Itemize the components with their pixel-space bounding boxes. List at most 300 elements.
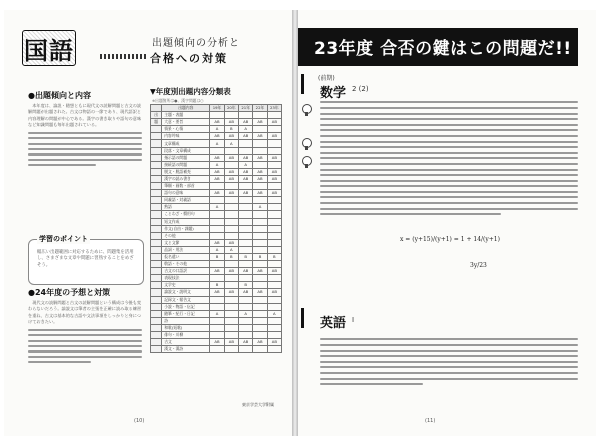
table-cell-value <box>239 197 253 204</box>
table-cell-value <box>239 332 253 339</box>
table-cell-value <box>253 310 267 317</box>
table-cell-value <box>267 112 281 119</box>
table-cell-value <box>267 126 281 133</box>
table-row <box>151 168 282 175</box>
table-cell-value: B <box>224 253 238 260</box>
table-cell-value <box>210 303 224 310</box>
table-cell-value <box>267 140 281 147</box>
table-cell-value <box>210 218 224 225</box>
table-cell-value: A <box>239 310 253 317</box>
table-cell-value: B <box>210 253 224 260</box>
table-row <box>151 275 282 282</box>
table-row <box>151 253 282 260</box>
table-cell-value <box>253 282 267 289</box>
table-cell-value <box>267 246 281 253</box>
table-cell-category <box>151 218 162 225</box>
table-cell-value <box>253 246 267 253</box>
table-row <box>151 126 282 133</box>
table-cell-value: A <box>210 140 224 147</box>
table-cell-value <box>267 275 281 282</box>
table-cell-value <box>267 261 281 268</box>
table-cell-value: AB <box>267 339 281 346</box>
table-cell-value: AB <box>224 154 238 161</box>
table-row <box>151 197 282 204</box>
study-point-text: 幅広い出題範囲に対応するために、問題集を活用し、さまざまな文章や問題に習熟することをめざそう。 <box>37 250 134 268</box>
table-cell-category: 題 <box>151 119 162 126</box>
table-cell-value <box>239 303 253 310</box>
table-cell-value <box>253 183 267 190</box>
table-cell-category <box>151 204 162 211</box>
table-cell-item: 主題・表題 <box>162 112 210 119</box>
table-row <box>151 204 282 211</box>
table-cell-value: AB <box>239 268 253 275</box>
table-cell-item: 指示語の問題 <box>162 154 210 161</box>
table-cell-value: A <box>224 246 238 253</box>
table-cell-category <box>151 232 162 239</box>
forecast-paragraph: 現代文の読解問題と古文の読解問題という構成は今後も変わらないだろう。論説文は筆者の主張を正確に読み取る練習を重ね、古文は基本的な古語や文法事項をしっかりと身につけておきたい。 <box>28 300 142 325</box>
table-cell-value <box>253 296 267 303</box>
table-row <box>151 239 282 246</box>
table-cell-value: AB <box>267 119 281 126</box>
source-label: 東京学芸大学附属 <box>242 402 274 407</box>
subject-label: 国語 <box>24 35 74 65</box>
table-cell-value <box>267 161 281 168</box>
table-cell-category <box>151 239 162 246</box>
table-cell-category <box>151 225 162 232</box>
table-cell-value <box>267 183 281 190</box>
table-cell-item: 語句の意味 <box>162 190 210 197</box>
table-row <box>151 261 282 268</box>
table-cell-value: AB <box>224 239 238 246</box>
table-cell-value: B <box>210 282 224 289</box>
table-cell-value <box>210 296 224 303</box>
table-cell-item: 古文の口語訳 <box>162 268 210 275</box>
table-cell-value: AB <box>210 119 224 126</box>
table-cell-value <box>210 183 224 190</box>
table-cell-item: 表現技法 <box>162 275 210 282</box>
table-cell-value: AB <box>224 168 238 175</box>
table-cell-value <box>224 332 238 339</box>
table-cell-value <box>239 112 253 119</box>
table-cell-value <box>267 317 281 324</box>
table-row <box>151 183 282 190</box>
table-cell-category <box>151 126 162 133</box>
table-cell-value: AB <box>210 289 224 296</box>
table-cell-item: 大意・要旨 <box>162 119 210 126</box>
table-cell-value <box>267 303 281 310</box>
table-cell-item: 段落・文章構成 <box>162 147 210 154</box>
table-cell-value: AB <box>267 190 281 197</box>
table-row <box>151 232 282 239</box>
table-cell-value: AB <box>253 175 267 182</box>
table-cell-value <box>253 346 267 353</box>
table-cell-value: AB <box>210 175 224 182</box>
table-cell-item: 古文 <box>162 339 210 346</box>
table-cell-value <box>224 232 238 239</box>
table-cell-item: 情景・心情 <box>162 126 210 133</box>
english-label: 英語 <box>320 316 347 331</box>
table-cell-value: B <box>267 253 281 260</box>
table-cell-value <box>210 225 224 232</box>
table-cell-item: 漢文・漢詩 <box>162 346 210 353</box>
table-row <box>151 303 282 310</box>
table-cell-value <box>239 324 253 331</box>
table-cell-value: AB <box>239 168 253 175</box>
table-header-content: 出題内容 <box>162 105 210 112</box>
table-cell-value <box>224 324 238 331</box>
table-header-year: 19年 <box>210 105 224 112</box>
banner-title: 23年度 合否の鍵はこの問題だ!! <box>314 39 572 59</box>
table-cell-value <box>239 239 253 246</box>
table-cell-value <box>224 282 238 289</box>
table-cell-value: AB <box>253 119 267 126</box>
study-point-title: 学習のポイント <box>39 235 88 243</box>
table-cell-category <box>151 324 162 331</box>
table-row <box>151 246 282 253</box>
key-icon <box>302 138 312 148</box>
table-cell-value <box>210 112 224 119</box>
table-cell-item: 文学史 <box>162 282 210 289</box>
english-question-number: I <box>352 316 355 324</box>
table-header-year: 21年 <box>239 105 253 112</box>
table-cell-value: AB <box>267 175 281 182</box>
table-cell-item: 仮名遣い <box>162 253 210 260</box>
table-cell-category <box>151 275 162 282</box>
subject-badge <box>22 30 76 66</box>
table-row <box>151 339 282 346</box>
table-cell-value: AB <box>239 175 253 182</box>
table-cell-value <box>224 296 238 303</box>
table-cell-value <box>224 197 238 204</box>
table-cell-value: AB <box>239 119 253 126</box>
table-cell-item: その他 <box>162 232 210 239</box>
table-cell-value <box>253 161 267 168</box>
table-cell-value <box>239 296 253 303</box>
table-cell-value <box>239 261 253 268</box>
table-cell-value: AB <box>267 168 281 175</box>
heading-dots <box>100 54 146 59</box>
exam-content-table <box>150 104 282 353</box>
table-cell-item: 文と文節 <box>162 239 210 246</box>
table-cell-value: B <box>224 126 238 133</box>
table-cell-category <box>151 133 162 140</box>
study-point-box <box>28 235 144 285</box>
table-cell-value: AB <box>224 339 238 346</box>
table-cell-value <box>253 324 267 331</box>
math-question-number: 2 (2) <box>352 85 369 93</box>
english-explanation <box>320 335 578 389</box>
table-cell-value <box>267 211 281 218</box>
banner <box>298 28 578 66</box>
table-cell-value <box>224 211 238 218</box>
table-cell-value <box>253 225 267 232</box>
table-cell-item: 接続語の問題 <box>162 161 210 168</box>
table-cell-category <box>151 197 162 204</box>
section-body-trend <box>28 103 142 228</box>
table-cell-value: A <box>239 161 253 168</box>
table-cell-category <box>151 175 162 182</box>
table-cell-item: 随筆・紀行・日記 <box>162 310 210 317</box>
table-row <box>151 154 282 161</box>
bulb-icon <box>302 104 312 114</box>
table-cell-item: 短文作成 <box>162 218 210 225</box>
table-cell-category <box>151 261 162 268</box>
table-cell-category <box>151 296 162 303</box>
table-cell-value <box>253 261 267 268</box>
table-cell-category <box>151 346 162 353</box>
table-row <box>151 147 282 154</box>
table-cell-value: AB <box>210 339 224 346</box>
table-cell-value <box>224 112 238 119</box>
table-cell-value <box>210 324 224 331</box>
table-note: ※出題箇所は●、漢字問題は○ <box>152 98 204 103</box>
table-cell-value <box>267 324 281 331</box>
key-icon <box>302 156 312 166</box>
table-cell-value: AB <box>253 268 267 275</box>
table-cell-item: 熟語 <box>162 204 210 211</box>
table-cell-category <box>151 339 162 346</box>
table-cell-value: AB <box>253 133 267 140</box>
formula-main: x = (y+15)/(y+1) = 1 + 14/(y+1) <box>400 236 500 243</box>
table-cell-value: AB <box>210 168 224 175</box>
table-cell-value: AB <box>224 190 238 197</box>
heading-bottom: 合格への対策 <box>150 52 228 65</box>
table-cell-value: AB <box>224 119 238 126</box>
table-cell-value: AB <box>253 339 267 346</box>
heading-top: 出題傾向の分析と <box>152 38 240 49</box>
table-row <box>151 310 282 317</box>
table-cell-value: B <box>239 282 253 289</box>
table-cell-category <box>151 282 162 289</box>
table-row <box>151 190 282 197</box>
table-row <box>151 119 282 126</box>
table-cell-value <box>224 183 238 190</box>
table-cell-value <box>253 211 267 218</box>
table-cell-value <box>253 303 267 310</box>
table-cell-category <box>151 140 162 147</box>
table-row <box>151 346 282 353</box>
table-cell-value <box>267 332 281 339</box>
table-header-year: 22年 <box>253 105 267 112</box>
table-cell-value <box>253 112 267 119</box>
table-cell-value <box>239 140 253 147</box>
table-row <box>151 112 282 119</box>
table-cell-value <box>267 218 281 225</box>
table-cell-category <box>151 183 162 190</box>
table-cell-value <box>267 197 281 204</box>
table-row <box>151 268 282 275</box>
table-row <box>151 133 282 140</box>
table-cell-category <box>151 289 162 296</box>
table-cell-value: AB <box>253 168 267 175</box>
table-row <box>151 175 282 182</box>
table-cell-value: AB <box>239 190 253 197</box>
table-cell-value: A <box>239 126 253 133</box>
table-cell-value: A <box>253 204 267 211</box>
table-cell-item: 脱文・脱語補充 <box>162 168 210 175</box>
table-cell-value <box>253 239 267 246</box>
table-cell-value: AB <box>253 154 267 161</box>
table-cell-item: 論説文・説明文 <box>162 289 210 296</box>
table-cell-value <box>239 147 253 154</box>
table-cell-value: AB <box>224 268 238 275</box>
table-cell-category <box>151 161 162 168</box>
table-cell-value <box>267 296 281 303</box>
section-title-trend: ●出題傾向と内容 <box>28 91 91 100</box>
table-row <box>151 317 282 324</box>
table-cell-value <box>210 346 224 353</box>
table-cell-value <box>239 317 253 324</box>
math-label: 数学 <box>320 86 347 101</box>
table-cell-value <box>239 211 253 218</box>
table-cell-value <box>224 218 238 225</box>
table-row <box>151 211 282 218</box>
table-cell-value: AB <box>267 289 281 296</box>
table-row <box>151 289 282 296</box>
table-cell-value <box>253 147 267 154</box>
sub-note: (前期) <box>318 75 335 82</box>
table-header-category <box>151 105 162 112</box>
table-cell-value <box>239 246 253 253</box>
table-cell-value <box>267 147 281 154</box>
table-row <box>151 225 282 232</box>
table-cell-value: A <box>210 310 224 317</box>
table-header-year: 20年 <box>224 105 238 112</box>
table-row <box>151 324 282 331</box>
table-title: ▼年度別出題内容分類表 <box>150 87 231 96</box>
table-cell-value <box>210 147 224 154</box>
table-cell-item: 漢字の読み書き <box>162 175 210 182</box>
table-cell-value: AB <box>239 289 253 296</box>
table-cell-category <box>151 168 162 175</box>
table-cell-value: AB <box>253 289 267 296</box>
table-cell-item: 小説・物語・伝記 <box>162 303 210 310</box>
table-cell-item: 記録文・報告文 <box>162 296 210 303</box>
table-cell-value: AB <box>210 239 224 246</box>
table-cell-value <box>224 346 238 353</box>
table-cell-value: A <box>267 310 281 317</box>
table-cell-value <box>267 239 281 246</box>
table-cell-category <box>151 268 162 275</box>
table-cell-category <box>151 310 162 317</box>
table-cell-category <box>151 190 162 197</box>
table-cell-item: 敬語・その他 <box>162 261 210 268</box>
table-cell-value <box>239 225 253 232</box>
table-cell-value: AB <box>210 154 224 161</box>
table-cell-value <box>253 232 267 239</box>
table-cell-category <box>151 246 162 253</box>
table-cell-value: AB <box>267 133 281 140</box>
table-cell-value <box>239 346 253 353</box>
table-row <box>151 282 282 289</box>
table-row <box>151 332 282 339</box>
table-cell-value: B <box>239 253 253 260</box>
table-cell-value: A <box>224 140 238 147</box>
table-cell-value <box>210 211 224 218</box>
table-cell-value <box>210 261 224 268</box>
table-row <box>151 218 282 225</box>
table-cell-value <box>224 225 238 232</box>
table-cell-value: AB <box>267 154 281 161</box>
table-cell-category: 出 <box>151 112 162 119</box>
table-cell-value <box>239 218 253 225</box>
table-cell-value: AB <box>267 268 281 275</box>
table-cell-value: AB <box>224 175 238 182</box>
table-cell-value <box>253 317 267 324</box>
table-cell-category <box>151 253 162 260</box>
table-cell-value <box>224 303 238 310</box>
table-cell-value: AB <box>224 133 238 140</box>
table-cell-value <box>267 282 281 289</box>
table-cell-item: 作文(自由・課題) <box>162 225 210 232</box>
table-cell-value: AB <box>239 133 253 140</box>
table-cell-value: AB <box>239 339 253 346</box>
table-cell-value <box>253 275 267 282</box>
table-cell-value <box>210 232 224 239</box>
table-header-year: 23年 <box>267 105 281 112</box>
table-cell-value <box>253 332 267 339</box>
table-cell-value: AB <box>210 190 224 197</box>
table-cell-value <box>253 218 267 225</box>
table-cell-value: AB <box>239 154 253 161</box>
right-page-number: (11) <box>425 418 436 424</box>
table-cell-item: 文章構成 <box>162 140 210 147</box>
table-cell-value <box>267 204 281 211</box>
table-cell-value <box>224 317 238 324</box>
table-cell-value <box>239 204 253 211</box>
section-title-forecast: ●24年度の予想と対策 <box>28 288 111 297</box>
table-cell-value <box>253 140 267 147</box>
left-page-number: (10) <box>134 418 145 424</box>
table-cell-value <box>224 275 238 282</box>
table-cell-category <box>151 303 162 310</box>
section-body-forecast <box>28 300 142 412</box>
table-cell-item: 詩 <box>162 317 210 324</box>
table-cell-value: AB <box>210 268 224 275</box>
table-cell-category <box>151 154 162 161</box>
table-cell-value <box>210 317 224 324</box>
table-cell-item: 筆順・画数・部首 <box>162 183 210 190</box>
table-cell-value <box>210 332 224 339</box>
table-cell-value <box>239 183 253 190</box>
table-cell-value <box>239 275 253 282</box>
table-cell-value: AB <box>224 289 238 296</box>
table-cell-category <box>151 317 162 324</box>
table-cell-value: A <box>210 126 224 133</box>
table-cell-value: A <box>210 246 224 253</box>
table-cell-value <box>267 225 281 232</box>
table-cell-value <box>224 310 238 317</box>
table-cell-value <box>224 161 238 168</box>
table-cell-value: AB <box>210 133 224 140</box>
table-cell-value <box>267 346 281 353</box>
table-cell-item: 内容吟味 <box>162 133 210 140</box>
math-explanation <box>320 98 578 219</box>
table-cell-item: ことわざ・慣用句 <box>162 211 210 218</box>
table-row <box>151 296 282 303</box>
table-cell-value <box>210 275 224 282</box>
table-cell-category <box>151 211 162 218</box>
table-cell-value: AB <box>253 190 267 197</box>
table-cell-value <box>253 126 267 133</box>
table-cell-value <box>224 261 238 268</box>
table-row <box>151 140 282 147</box>
table-cell-item: 和歌(短歌) <box>162 324 210 331</box>
table-cell-item: 同義語・対義語 <box>162 197 210 204</box>
table-cell-item: 品詞・用法 <box>162 246 210 253</box>
table-cell-item: 俳句・川柳 <box>162 332 210 339</box>
formula-aux: 3y/23 <box>470 262 487 269</box>
